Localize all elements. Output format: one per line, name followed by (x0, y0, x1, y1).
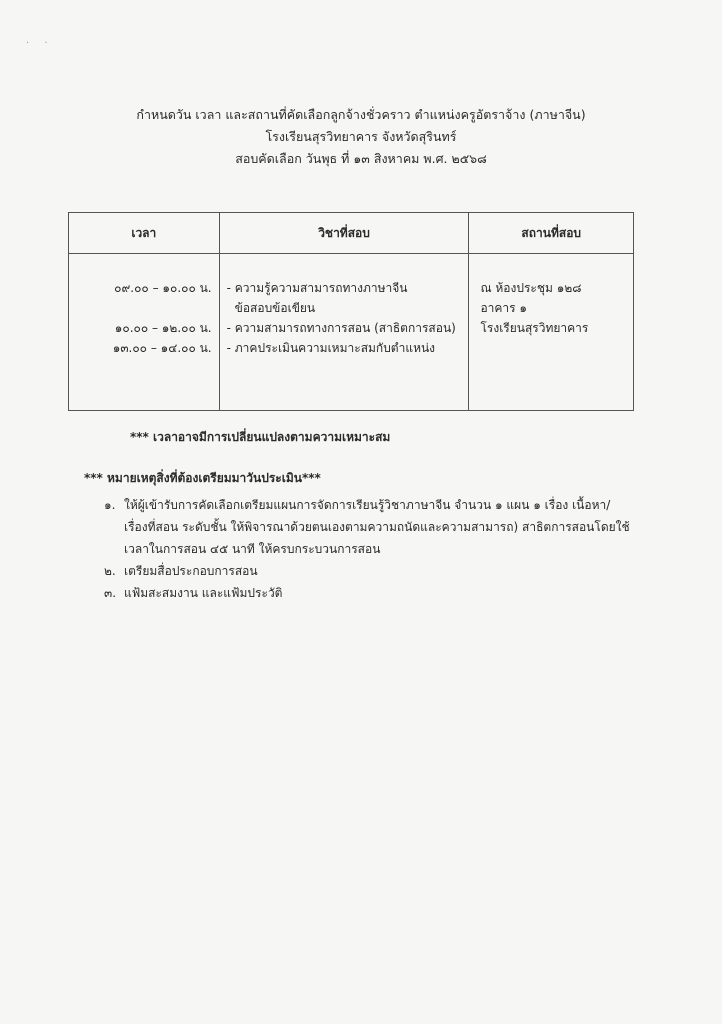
list-item (104, 560, 630, 582)
document-header (0, 104, 722, 170)
scan-specks: · · (26, 38, 54, 49)
place-line: อาคาร ๑ (480, 301, 528, 315)
header-school: โรงเรียนสุรวิทยาคาร จังหวัดสุรินทร์ (265, 129, 457, 144)
list-item-text: เวลาในการสอน ๔๕ นาที ให้ครบกระบวนการสอน (124, 542, 381, 556)
time-slot (70, 298, 218, 318)
list-item-text: แฟ้มสะสมงาน และแฟ้มประวัติ (124, 586, 283, 600)
header-title: กำหนดวัน เวลา และสถานที่คัดเลือกลูกจ้างชั่วคราว ตำแหน่งครูอัตราจ้าง (ภาษาจีน) (136, 107, 586, 122)
subject-cell (219, 254, 469, 411)
list-number: ๑. (104, 498, 116, 512)
list-number: ๒. (104, 564, 116, 578)
table-row (69, 254, 634, 411)
header-exam-date: สอบคัดเลือก วันพุธ ที่ ๑๓ สิงหาคม พ.ศ. ๒๕๖๘ (235, 151, 487, 166)
list-number: ๓. (104, 586, 117, 600)
remarks-list (104, 494, 630, 604)
subject-item: - ความรู้ความสามารถทางภาษาจีน (226, 281, 408, 295)
time-slot: ๑๓.๐๐ – ๑๔.๐๐ น. (112, 341, 212, 355)
list-item-text: เตรียมสื่อประกอบการสอน (124, 564, 258, 578)
list-item (104, 494, 630, 560)
subject-item: - ความสามารถทางการสอน (สาธิตการสอน) (226, 321, 456, 335)
time-slot: ๐๙.๐๐ – ๑๐.๐๐ น. (114, 281, 212, 295)
schedule-table (68, 212, 634, 411)
remarks-title: *** หมายเหตุสิ่งที่ต้องเตรียมมาวันประเมิน*** (84, 471, 321, 485)
table-header-row (69, 213, 634, 254)
list-item-text: ให้ผู้เข้ารับการคัดเลือกเตรียมแผนการจัดการเรียนรู้วิชาภาษาจีน จำนวน ๑ แผน ๑ เรื่อง เนื้อหา/ (124, 498, 611, 512)
col-header-subject: วิชาที่สอบ (219, 213, 469, 254)
subject-item: - ภาคประเมินความเหมาะสมกับตำแหน่ง (226, 341, 436, 355)
list-item-text: เรื่องที่สอน ระดับชั้น ให้พิจารณาด้วยตนเองตามความถนัดและความสามารถ) สาธิตการสอนโดยใช้ (124, 520, 630, 534)
place-cell (469, 254, 634, 411)
schedule-change-note: *** เวลาอาจมีการเปลี่ยนแปลงตามความเหมาะสม (130, 430, 391, 444)
time-cell (69, 254, 220, 411)
place-line: โรงเรียนสุรวิทยาคาร (480, 321, 589, 335)
place-line: ณ ห้องประชุม ๑๒๘ (480, 281, 582, 295)
time-slot: ๑๐.๐๐ – ๑๒.๐๐ น. (114, 321, 212, 335)
col-header-time: เวลา (69, 213, 220, 254)
subject-item: ข้อสอบข้อเขียน (234, 301, 316, 315)
list-item (104, 582, 630, 604)
col-header-place: สถานที่สอบ (469, 213, 634, 254)
